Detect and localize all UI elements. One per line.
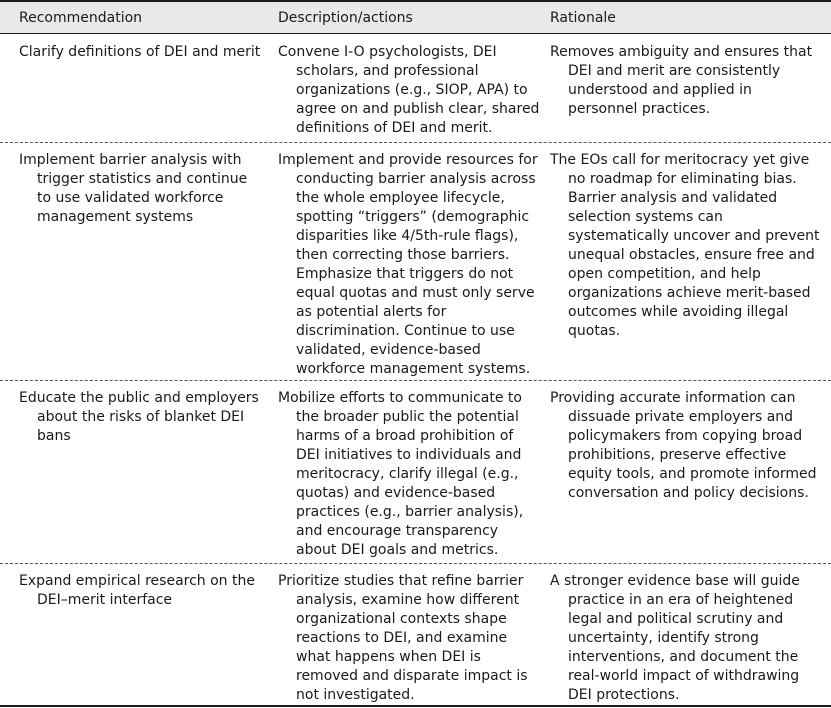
- row-2-description: Implement and provide resources for conducting barrier analysis across the whole employee lifecycle, spotting “triggers” (demographic disparities like 4/5th-rule flags), then correcting those barriers. Emphasize that triggers do not equal quotas and must only serve as potential alerts for discrimination. Continue to use validated, evidence-based workforce management systems.: [278, 152, 538, 377]
- header-rationale: Rationale: [550, 10, 616, 26]
- table-header: [0, 0, 831, 34]
- header-description: Description/actions: [278, 10, 413, 26]
- row-3-recommendation: Educate the public and employers about the risks of blanket DEI bans: [19, 390, 259, 444]
- row-divider: [0, 380, 831, 381]
- row-1-description: Convene I-O psychologists, DEI scholars, and professional organizations (e.g., SIOP, APA) to agree on and publish clear, shared definitions of DEI and merit.: [278, 44, 540, 136]
- header-recommendation: Recommendation: [19, 10, 143, 26]
- row-2-rationale: The EOs call for meritocracy yet give no roadmap for eliminating bias. Barrier analysis and validated selection systems can systematically uncover and prevent unequal obstacles, ensure free and open competition, and help organizations achieve merit-based outcomes while avoiding illegal quotas.: [550, 152, 820, 339]
- row-3-rationale: Providing accurate information can dissuade private employers and policymakers from copying broad prohibitions, preserve effective equity tools, and promote informed conversation and policy decisions.: [550, 390, 817, 501]
- row-4-recommendation: Expand empirical research on the DEI–merit interface: [19, 573, 255, 608]
- top-rule: [0, 0, 831, 2]
- row-1-recommendation: Clarify definitions of DEI and merit: [19, 44, 261, 60]
- row-4-description: Prioritize studies that refine barrier analysis, examine how different organizational contexts shape reactions to DEI, and examine what happens when DEI is removed and disparate impact is not investigated.: [278, 573, 528, 703]
- row-divider: [0, 142, 831, 143]
- row-divider: [0, 563, 831, 564]
- row-1-rationale: Removes ambiguity and ensures that DEI and merit are consistently understood and applied in personnel practices.: [550, 44, 813, 117]
- row-3-description: Mobilize efforts to communicate to the broader public the potential harms of a broad prohibition of DEI initiatives to individuals and meritocracy, clarify illegal (e.g., quotas) and evidence-based practices (e.g., barrier analysis), and encourage transparency about DEI goals and metrics.: [278, 390, 524, 558]
- bottom-rule: [0, 705, 831, 707]
- row-4-rationale: A stronger evidence base will guide practice in an era of heightened legal and political scrutiny and uncertainty, identify strong interventions, and document the real-world impact of withdrawing DEI protections.: [550, 573, 800, 703]
- row-2-recommendation: Implement barrier analysis with trigger statistics and continue to use validated workforce management systems: [19, 152, 248, 225]
- header-rule: [0, 33, 831, 34]
